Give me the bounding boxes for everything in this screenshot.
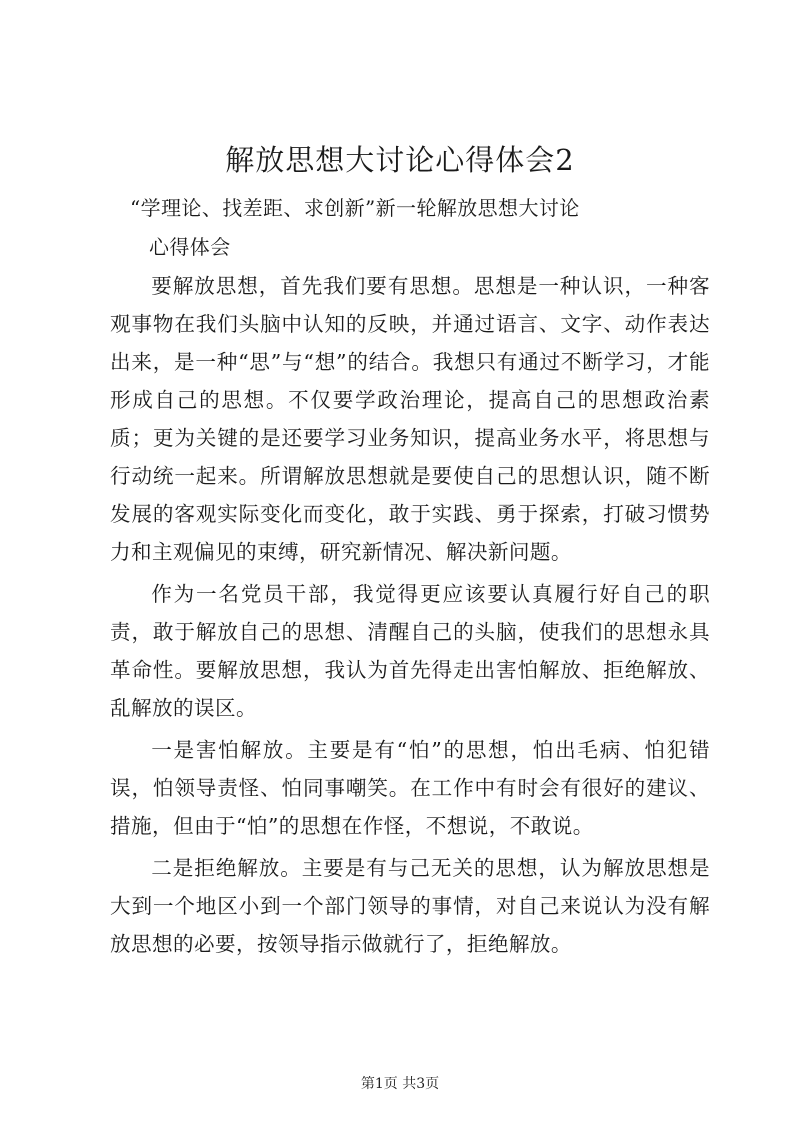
document-subtitle-continued: 心得体会	[149, 235, 231, 259]
document-body	[110, 267, 710, 967]
document-title: 解放思想大讨论心得体会2	[225, 143, 575, 177]
paragraph: 二是拒绝解放。主要是有与己无关的思想，认为解放思想是大到一个地区小到一个部门领导的事情，对自己来说认为没有解放思想的必要，按领导指示做就行了，拒绝解放。	[110, 856, 710, 956]
page-number-footer: 第1页 共3页	[360, 1076, 440, 1092]
document-subtitle: “学理论、找差距、求创新”新一轮解放思想大讨论	[130, 196, 580, 220]
paragraph: 要解放思想，首先我们要有思想。思想是一种认识，一种客观事物在我们头脑中认知的反映，并通过语言、文字、动作表达出来，是一种“思”与“想”的结合。我想只有通过不断学习，才能形成自己的思想。不仅要学政治理论，提高自己的思想政治素质；更为关键的是还要学习业务知识，提高业务水平，将思想与行动统一起来。所谓解放思想就是要使自己的思想认识，随不断发展的客观实际变化而变化，敢于实践、勇于探索，打破习惯势力和主观偏见的束缚，研究新情况、解决新问题。	[110, 274, 710, 564]
paragraph: 作为一名党员干部，我觉得更应该要认真履行好自己的职责，敢于解放自己的思想、清醒自己的头脑，使我们的思想永具革命性。要解放思想，我认为首先得走出害怕解放、拒绝解放、乱解放的误区。	[110, 582, 710, 720]
paragraph: 一是害怕解放。主要是有“怕”的思想，怕出毛病、怕犯错误，怕领导责怪、怕同事嘲笑。在工作中有时会有很好的建议、措施，但由于“怕”的思想在作怪，不想说，不敢说。	[110, 738, 710, 838]
